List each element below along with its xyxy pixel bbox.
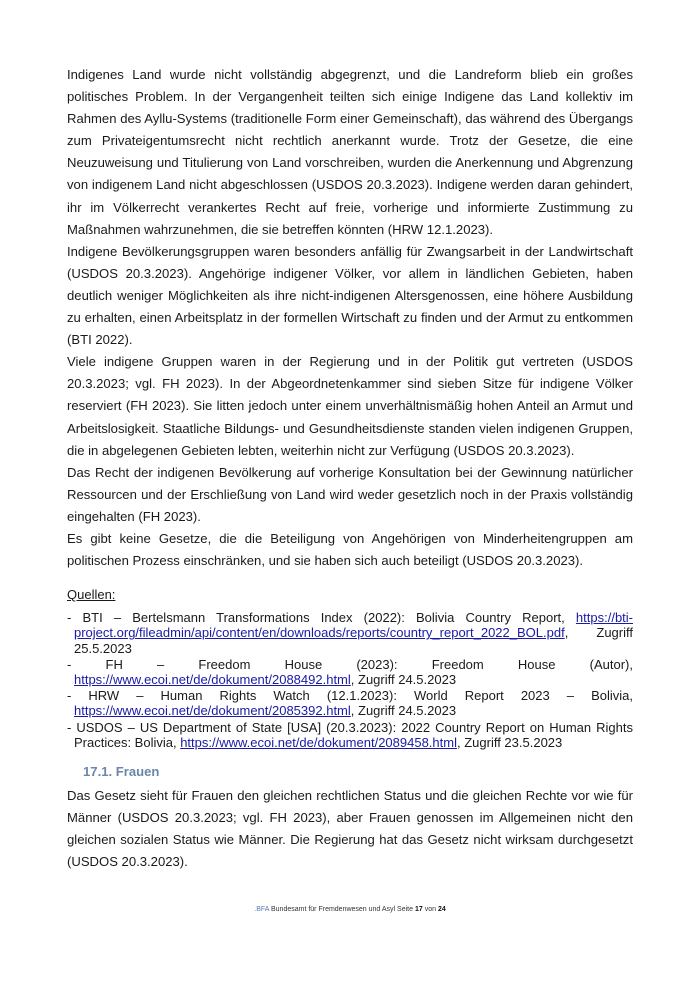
section-heading: 17.1. Frauen	[83, 763, 160, 779]
source-access-date: , Zugriff 23.5.2023	[456, 734, 563, 750]
footer-org: Bundesamt für Fremdenwesen und Asyl Seite	[269, 906, 415, 913]
page-footer	[0, 906, 700, 913]
sources-title: Quellen:	[67, 587, 116, 603]
source-link-hrw[interactable]: https://www.ecoi.net/de/dokument/2085392.html	[74, 703, 351, 719]
document-page	[67, 64, 633, 873]
page-total: 24	[437, 906, 446, 913]
source-text: - BTI – Bertelsmann Transformations Index (2022): Bolivia Country Report,	[67, 610, 576, 626]
source-text: - USDOS – US Department of State [USA] (20.3.2023): 2022 Country Report on Human Rights Practices: Bolivia,	[67, 719, 633, 750]
source-access-date: , Zugriff 25.5.2023	[74, 625, 633, 656]
source-link-fh[interactable]: https://www.ecoi.net/de/dokument/2088492.html	[74, 671, 351, 687]
source-item-bti	[67, 610, 633, 656]
paragraph-land: Indigenes Land wurde nicht vollständig abgegrenzt, und die Landreform blieb ein großes politisches Problem. In der Vergangenheit teilten sich einige Indigene das Land kollektiv im Rahmen des Ayllu-Systems (traditionelle Form einer Gemeinschaft), das während des Übergangs zum Privateigentumsrecht nicht rechtlich anerkannt wurde. Trotz der Gesetze, die eine Neuzuweisung und Titulierung von Land vorschreiben, wurden die Anerkennung und Abgrenzung von indigenem Land nicht abgeschlossen (USDOS 20.3.2023). Indigene werden daran gehindert, ihr im Völkerrecht verankertes Recht auf freie, vorherige und informierte Zustimmung zu Maßnahmen wahrzunehmen, die sie betreffen könnten (HRW 12.1.2023).	[67, 67, 633, 237]
source-link-bti[interactable]: https://bti-project.org/fileadmin/api/content/en/downloads/reports/country_report_2022_BOL.pdf	[74, 610, 633, 641]
footer-of: von	[422, 906, 438, 913]
source-text: - FH – Freedom House (2023): Freedom House (Autor),	[67, 656, 633, 672]
source-item-fh	[67, 657, 633, 687]
source-access-date: , Zugriff 24.5.2023	[350, 671, 457, 687]
source-item-hrw	[67, 688, 633, 718]
source-link-usdos[interactable]: https://www.ecoi.net/de/dokument/2089458.html	[180, 734, 457, 750]
bfa-logo: .BFA	[254, 906, 270, 913]
page-number: 17	[414, 906, 423, 913]
paragraph-consultation: Das Recht der indigenen Bevölkerung auf vorherige Konsultation bei der Gewinnung natürlicher Ressourcen und der Erschließung von Land wird weder gesetzlich noch in der Praxis vollständig eingehalten (FH 2023).	[67, 464, 633, 524]
source-access-date: , Zugriff 24.5.2023	[350, 703, 457, 719]
paragraph-women: Das Gesetz sieht für Frauen den gleichen rechtlichen Status und die gleichen Rechte vor wie für Männer (USDOS 20.3.2023; vgl. FH 2023), aber Frauen genossen im Allgemeinen nicht den gleichen sozialen Status wie Männer. Die Regierung hat das Gesetz nicht wirksam durchgesetzt (USDOS 20.3.2023).	[67, 787, 633, 870]
paragraph-forced-labor: Indigene Bevölkerungsgruppen waren besonders anfällig für Zwangsarbeit in der Landwirtschaft (USDOS 20.3.2023). Angehörige indigener Völker, vor allem in ländlichen Gebieten, haben deutlich weniger Möglichkeiten als ihre nicht-indigenen Altersgenossen, eine höhere Ausbildung zu erhalten, einen Arbeitsplatz in der formellen Wirtschaft zu finden und der Armut zu entkommen (BTI 2022).	[67, 243, 633, 348]
source-item-usdos	[67, 720, 633, 750]
source-text: - HRW – Human Rights Watch (12.1.2023): World Report 2023 – Bolivia,	[67, 688, 633, 704]
sources-list	[67, 610, 633, 750]
paragraph-minority-participation: Es gibt keine Gesetze, die die Beteiligung von Angehörigen von Minderheitengruppen am politischen Prozess einschränken, und sie haben sich auch beteiligt (USDOS 20.3.2023).	[67, 530, 633, 569]
paragraph-political-representation: Viele indigene Gruppen waren in der Regierung und in der Politik gut vertreten (USDOS 20.3.2023; vgl. FH 2023). In der Abgeordnetenkammer sind sieben Sitze für indigene Völker reserviert (FH 2023). Sie litten jedoch unter einem unverhältnismäßig hohen Anteil an Armut und Arbeitslosigkeit. Staatliche Bildungs- und Gesundheitsdienste standen vielen indigenen Gruppen, die in abgelegenen Gebieten lebten, weiterhin nicht zur Verfügung (USDOS 20.3.2023).	[67, 354, 633, 458]
